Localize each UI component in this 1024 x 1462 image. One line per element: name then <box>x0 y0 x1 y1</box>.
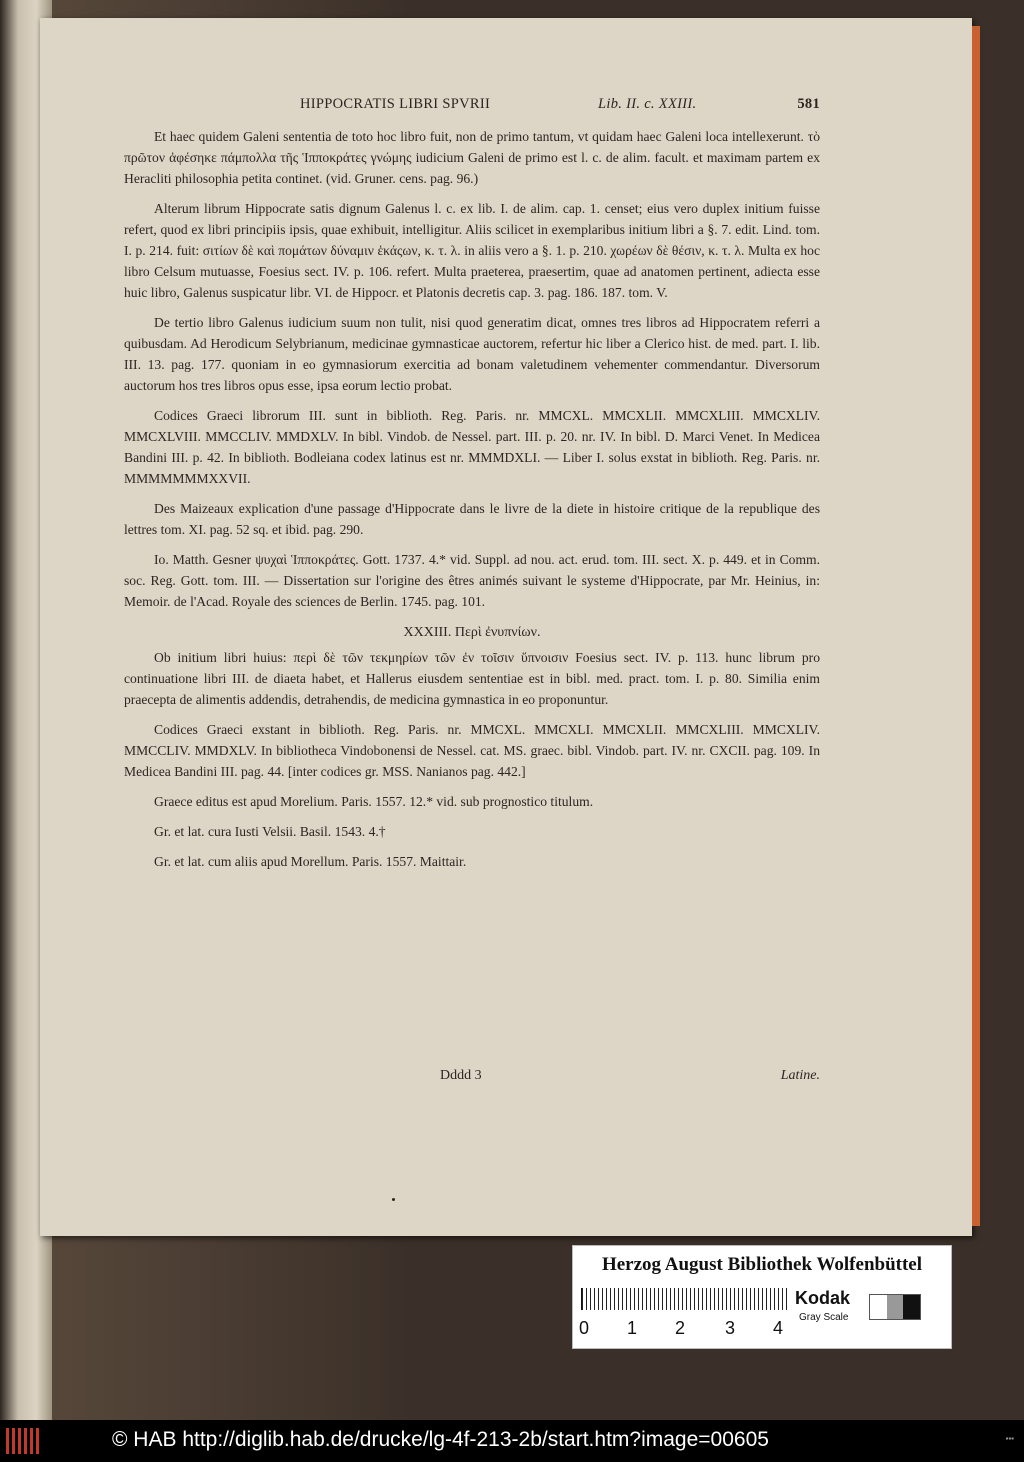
paragraph: De tertio libro Galenus iudicium suum non tulit, nisi quod generatim dicat, omnes tres libros ad Hippocratem referri a quibusdam. Ad Herodicum Selybrianum, medicinae gymnasticae auctorem, refertur hic liber a Clerico hist. de med. part. I. lib. III. 13. pag. 177. quoniam in eo gymnasiorum exercitia ad bonam valetudinem vehementer commendantur. Diversorum auctorum hos tres libros opus esse, ipsa eorum lectio probat. <box>124 315 820 393</box>
gray-scale-patches <box>869 1294 921 1320</box>
paragraph: Gr. et lat. cura Iusti Velsii. Basil. 1543. 4.† <box>154 824 386 839</box>
paragraph: Io. Matth. Gesner ψυχαὶ Ἱπποκράτες. Gott. 1737. 4.* vid. Suppl. ad nou. act. erud. tom. III. sect. X. p. 449. et in Comm. soc. Reg. Gott. tom. III. — Dissertation sur l'origine des êtres animés suivant le systeme d'Hippocrate, par Mr. Heinius, in: Memoir. de l'Acad. Royale des sciences de Berlin. 1745. pag. 101. <box>124 552 820 609</box>
paragraph: Ob initium libri huius: περὶ δὲ τῶν τεκμηρίων τῶν ἐν τοῖσιν ὕπνοισιν Foesius sect. IV. p. 113. hunc librum pro continuatione libri III. de diaeta habet, et Hallerus eiusdem sententiae est in bibl. med. pract. tom. I. p. 80. Similia enim praecepta de alimentis addendis, detrahendis, de medicina gymnastica in eo proponuntur. <box>124 650 820 707</box>
kodak-brand: Kodak <box>795 1288 851 1308</box>
ruler-number: 3 <box>725 1318 736 1338</box>
paragraph: Codices Graeci librorum III. sunt in biblioth. Reg. Paris. nr. MMCXL. MMCXLII. MMCXLIII. MMCXLIV. MMCXLVIII. MMCCLIV. MMDXLV. In bibl. Vindob. de Nessel. part. III. p. 20. nr. IV. In bibl. D. Marci Venet. In Medicea Bandini III. p. 42. In biblioth. Bodleiana codex latinus est nr. MMMDXLI. — Liber I. solus exstat in biblioth. Reg. Paris. nr. MMMMMMMXXVII. <box>124 408 820 486</box>
library-label <box>572 1245 952 1349</box>
signature-line <box>130 1068 820 1088</box>
grayscale-caption: Gray Scale <box>799 1312 849 1323</box>
label-title: Herzog August Bibliothek Wolfenbüttel <box>601 1254 923 1275</box>
running-title: HIPPOCRATIS LIBRI SPVRII <box>300 96 491 112</box>
paragraph: Et haec quidem Galeni sententia de toto hoc libro fuit, non de primo tantum, vt quidam haec Galeni loca intellexerunt. τὸ πρῶτον ἀφέσηκε πάμπολλα τῆς Ἱπποκράτες γνώμης iudicium Galeni de primo est l. c. de alim. facult. et maximam partem ex Heracliti philosophia petita continet. (vid. Gruner. cens. pag. 96.) <box>124 129 820 186</box>
ruler-number: 2 <box>675 1318 686 1338</box>
paragraph: Codices Graeci exstant in biblioth. Reg. Paris. nr. MMCXL. MMCXLI. MMCXLII. MMCXLIII. MMCXLIV. MMCCLIV. MMDXLV. In bibliotheca Vindobonensi de Nessel. cat. MS. graec. bibl. Vindob. part. IV. nr. CXCII. pag. 109. In Medicea Bandini III. pag. 44. [inter codices gr. MSS. Nanianos pag. 442.] <box>124 722 820 779</box>
paragraph: Des Maizeaux explication d'une passage d'Hippocrate dans le livre de la diete in histoire critique de la republique des lettres tom. XI. pag. 52 sq. et ibid. pag. 290. <box>124 501 820 537</box>
signature-mark: Dddd 3 <box>440 1068 482 1083</box>
running-head <box>300 96 820 118</box>
ruler-number: 4 <box>773 1318 784 1338</box>
paragraph: Alterum librum Hippocrate satis dignum Galenus l. c. ex lib. I. de alim. cap. 1. censet; eius vero duplex initium fuisse refert, quod ex libri principiis ipsis, quae exhibuit, intelligitur. Aliis scilicet in exemplaribus initium libri a §. 7. edit. Lind. tom. I. p. 214. fuit: σιτίων δὲ καὶ πομάτων δύναμιν ἑκάςων, κ. τ. λ. in aliis vero a §. 1. p. 210. χωρέων δὲ θέσιν, κ. τ. λ. Multa ex hoc libro Celsum mutuasse, Foesius sect. IV. p. 106. refert. Multa praeterea, praesertim, quae ad anatomen pertinent, adiecta esse huic libro, Galenus suspicatur libr. VI. de Hippocr. et Platonis decretis cap. 3. pag. 186. 187. tom. V. <box>124 201 820 300</box>
scale-ruler <box>581 1288 790 1310</box>
paragraph: Graece editus est apud Morelium. Paris. 1557. 12.* vid. sub prognostico titulum. <box>154 794 594 809</box>
hab-logo-icon <box>6 1428 42 1454</box>
book-reference: Lib. II. c. XXIII. <box>598 96 697 112</box>
page-edge-red <box>972 26 980 1226</box>
footer-mark-icon: ▪▪▪ <box>1005 1434 1014 1443</box>
page-number: 581 <box>797 96 820 112</box>
paragraph: Gr. et lat. cum aliis apud Morellum. Paris. 1557. Maittair. <box>154 854 467 869</box>
footer-bar <box>0 1420 1024 1462</box>
ruler-number: 0 <box>579 1318 590 1338</box>
section-heading: XXXIII. Περὶ ἐνυπνίων. <box>403 625 541 640</box>
page-speck <box>392 1198 395 1201</box>
ruler-number: 1 <box>627 1318 638 1338</box>
catchword: Latine. <box>780 1068 820 1083</box>
page-body <box>124 126 820 881</box>
ruler-numbers <box>579 1318 789 1340</box>
footer-url[interactable]: © HAB http://diglib.hab.de/drucke/lg-4f-213-2b/start.htm?image=00605 <box>112 1428 769 1451</box>
